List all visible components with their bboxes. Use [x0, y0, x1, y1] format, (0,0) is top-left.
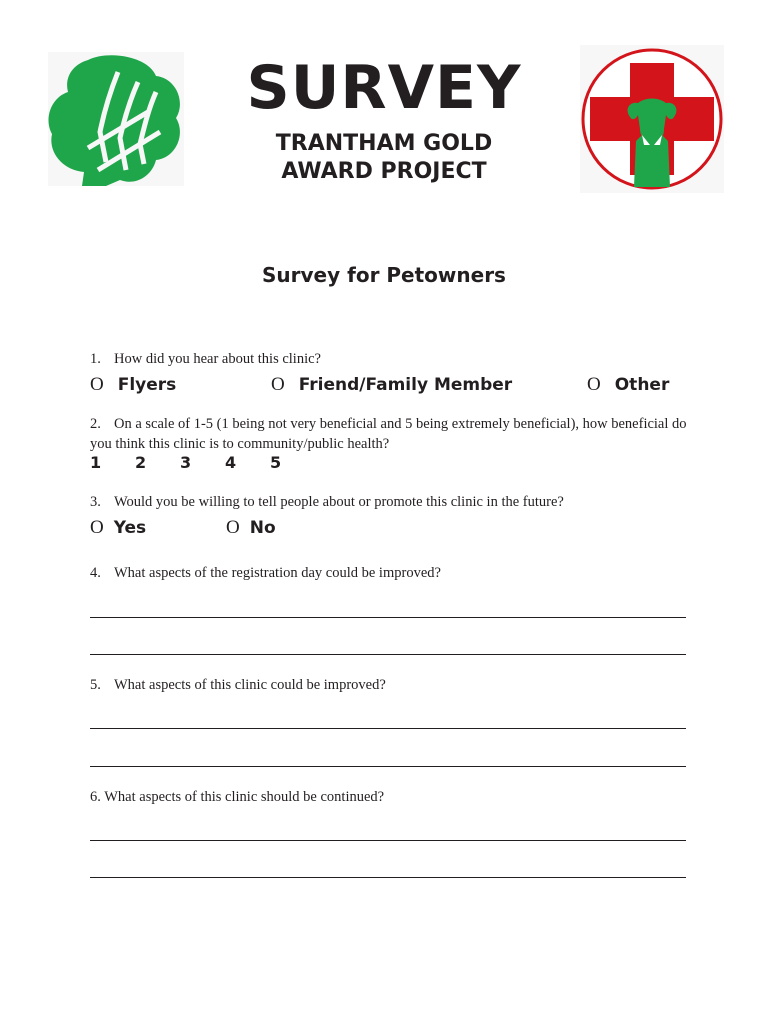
answer-line[interactable]	[90, 877, 686, 878]
question-text: What aspects of this clinic could be improved?	[114, 677, 386, 693]
question-3	[90, 492, 702, 512]
answer-line[interactable]	[90, 728, 686, 729]
question-1	[90, 349, 702, 369]
option-friend-family-member[interactable]: O Friend/Family Member	[271, 374, 513, 395]
question-5	[90, 675, 702, 695]
question-number: 2.	[90, 416, 101, 432]
survey-heading: Survey for Petowners	[262, 263, 506, 287]
question-number: 1.	[90, 351, 101, 367]
question-number: 4.	[90, 565, 101, 581]
option-no[interactable]: O No	[226, 517, 276, 538]
option-flyers[interactable]: O Flyers	[90, 374, 177, 395]
question-number: 5.	[90, 677, 101, 693]
subtitle-line-2: AWARD PROJECT	[281, 159, 487, 184]
option-yes[interactable]: O Yes	[90, 517, 147, 538]
scale-option-3[interactable]: 3	[180, 453, 192, 472]
scale-option-2[interactable]: 2	[135, 453, 147, 472]
radio-circle-icon[interactable]: O	[271, 374, 285, 395]
answer-line[interactable]	[90, 766, 686, 767]
question-4	[90, 563, 702, 583]
question-text: Would you be willing to tell people about or promote this clinic in the future?	[114, 494, 564, 510]
radio-circle-icon[interactable]: O	[90, 517, 104, 538]
question-6	[90, 787, 702, 807]
answer-line[interactable]	[90, 654, 686, 655]
question-number: 3.	[90, 494, 101, 510]
red-cross-pets-icon	[580, 45, 724, 193]
survey-title: SURVEY	[246, 53, 522, 123]
question-number: 6.	[90, 789, 101, 805]
question-text: On a scale of 1-5 (1 being not very beneficial and 5 being extremely beneficial), how beneficial do you think this clinic is to community/public health?	[90, 416, 687, 452]
question-text: What aspects of the registration day could be improved?	[114, 565, 441, 581]
answer-line[interactable]	[90, 617, 686, 618]
scale-option-4[interactable]: 4	[225, 453, 237, 472]
question-text: What aspects of this clinic should be continued?	[104, 789, 385, 805]
question-2	[90, 414, 702, 454]
option-other[interactable]: O Other	[587, 374, 670, 395]
radio-circle-icon[interactable]: O	[226, 517, 240, 538]
scale-option-1[interactable]: 1	[90, 453, 102, 472]
question-text: How did you hear about this clinic?	[114, 351, 321, 367]
subtitle-line-1: TRANTHAM GOLD	[275, 131, 493, 156]
answer-line[interactable]	[90, 840, 686, 841]
radio-circle-icon[interactable]: O	[587, 374, 601, 395]
scale-option-5[interactable]: 5	[270, 453, 282, 472]
radio-circle-icon[interactable]: O	[90, 374, 104, 395]
